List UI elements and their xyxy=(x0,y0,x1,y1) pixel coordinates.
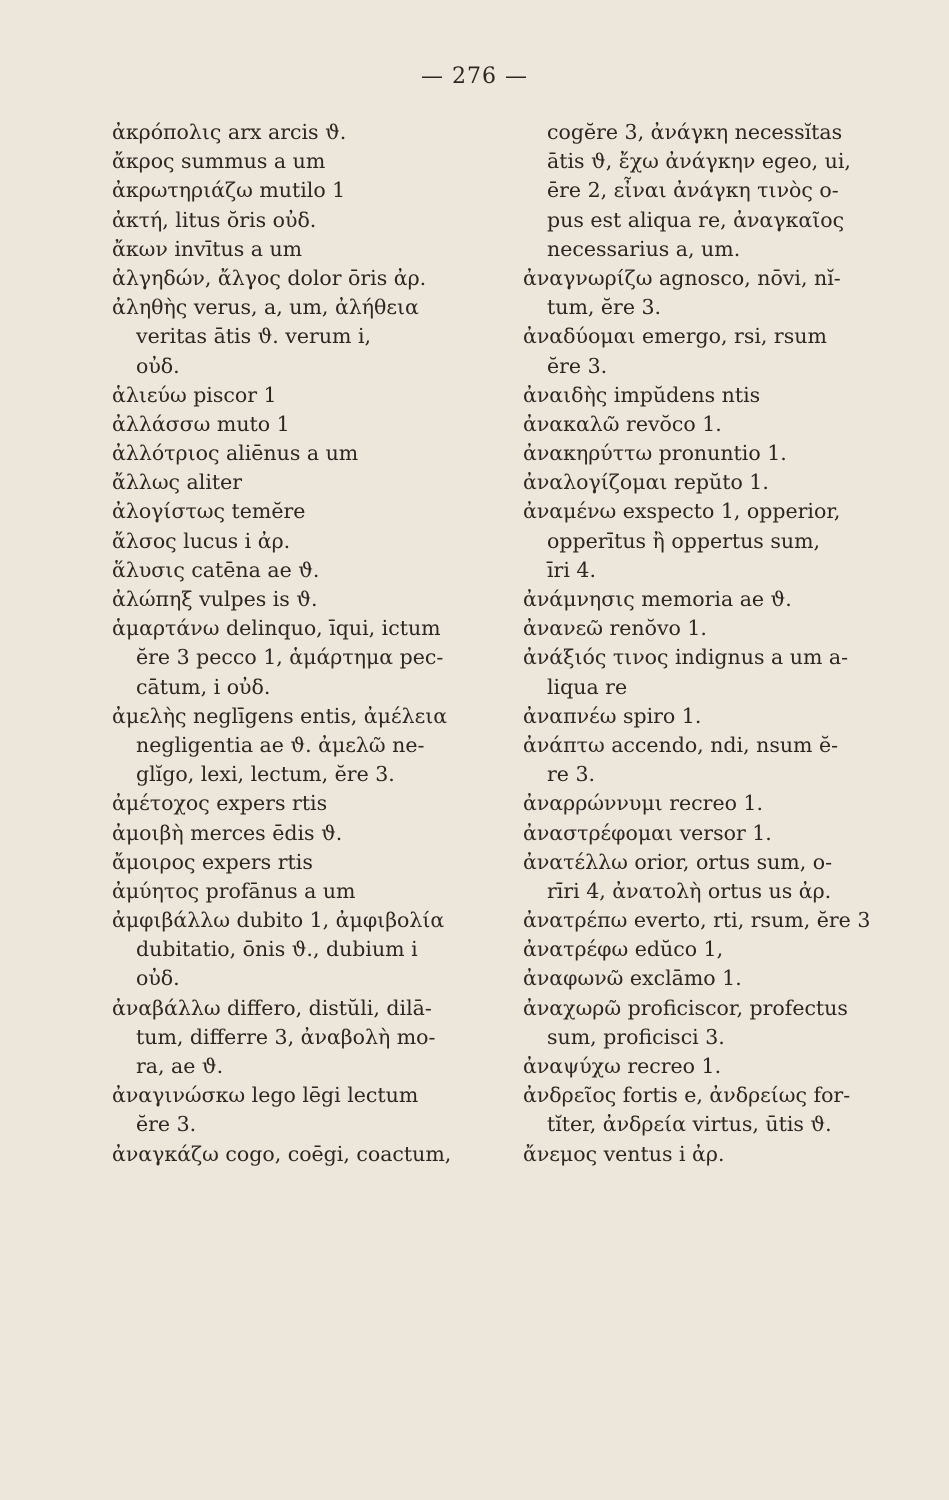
left-entry-line: ἀμφιβάλλω dubito 1, ἀμφιβολία xyxy=(112,908,445,933)
left-continuation-line: glĭgo, lexi, lectum, ĕre 3. xyxy=(136,762,395,787)
left-entry-line: ἀμέτοχος expers rtis xyxy=(112,791,328,816)
right-entry-line: ἀνακηρύττω pronuntio 1. xyxy=(523,441,787,466)
right-continuation-line: īri 4. xyxy=(547,557,596,582)
left-entry-line: ἀλλότριος aliēnus a um xyxy=(112,441,359,466)
right-continuation-line: tĭter, ἀνδρεία virtus, ūtis ϑ. xyxy=(547,1112,832,1137)
left-entry-line: ἀκτή, litus ŏris οὐδ. xyxy=(112,207,317,232)
left-entry-line: ἀλώπηξ vulpes is ϑ. xyxy=(112,587,318,611)
left-entry-line: ἄλσος lucus i ἀρ. xyxy=(112,528,291,553)
left-continuation-line: dubitatio, ōnis ϑ., dubium i xyxy=(136,937,418,962)
right-entry-line: ἀναδύομαι emergo, rsi, rsum xyxy=(523,324,827,349)
left-entry-line: ἁμαρτάνω delinquo, īqui, ictum xyxy=(112,616,441,641)
right-entry-line: ἀναμένω exspecto 1, opperior, xyxy=(523,499,841,524)
left-entry-line: ἀμύητος profānus a um xyxy=(112,878,356,903)
right-entry-line: ἀνατρέπω everto, rti, rsum, ĕre 3 xyxy=(523,908,871,933)
right-entry-line: ἄνεμος ventus i ἀρ. xyxy=(523,1141,725,1166)
right-entry-line: ἀναλογίζομαι repŭto 1. xyxy=(523,470,769,495)
right-continuation-line: sum, proficisci 3. xyxy=(547,1024,725,1049)
left-entry-line: ἅλυσις catēna ae ϑ. xyxy=(112,557,320,582)
right-entry-line: ἀνακαλῶ revŏco 1. xyxy=(523,411,722,436)
right-continuation-line: tum, ĕre 3. xyxy=(547,295,662,320)
left-entry-line: ἀληθὴς verus, a, um, ἀλήθεια xyxy=(112,295,419,320)
left-entry-line: ἀλγηδών, ἄλγος dolor ōris ἀρ. xyxy=(112,265,427,290)
right-column xyxy=(523,118,918,1169)
right-continuation-line: pus est aliqua re, ἀναγκαῖος xyxy=(547,207,845,232)
left-continuation-line: cātum, i οὐδ. xyxy=(136,674,271,699)
left-entry-line: ἄκων invītus a um xyxy=(112,236,303,261)
left-entry-line: ἀναγκάζω cogo, coēgi, coactum, xyxy=(112,1141,452,1166)
left-continuation-line: ĕre 3. xyxy=(136,1112,197,1137)
left-entry-line: ἀναβάλλω differo, distŭli, dilā- xyxy=(112,995,432,1020)
right-entry-line: ἀναφωνῶ exclāmo 1. xyxy=(523,966,742,991)
right-continuation-line: liqua re xyxy=(547,674,628,699)
left-continuation-line: ĕre 3 pecco 1, ἁμάρτημα pec- xyxy=(136,645,444,670)
right-entry-line: ἀνάξιός τινος indignus a um a- xyxy=(523,645,849,670)
left-entry-line: ἁλιεύω piscor 1 xyxy=(112,382,277,407)
left-entry-line: ἀμελὴς neglīgens entis, ἀμέλεια xyxy=(112,703,448,728)
right-entry-line: ἀναρρώννυμι recreo 1. xyxy=(523,791,763,816)
page-number: — 276 — xyxy=(421,64,528,89)
right-continuation-line: ēre 2, εἶναι ἀνάγκη τινὸς o- xyxy=(547,178,839,203)
left-entry-line: ἀκρωτηριάζω mutilo 1 xyxy=(112,178,346,203)
right-continuation-line: re 3. xyxy=(547,762,596,787)
left-entry-line: ἄλλως aliter xyxy=(112,470,243,495)
right-entry-line: ἀνατέλλω orior, ortus sum, o- xyxy=(523,849,833,874)
right-entry-line: ἀναχωρῶ proficiscor, profectus xyxy=(523,995,848,1020)
right-continuation-line: ātis ϑ, ἔχω ἀνάγκην egeo, ui, xyxy=(547,149,851,174)
right-entry-line: ἀνάμνησις memoria ae ϑ. xyxy=(523,587,792,611)
right-entry-line: ἀνατρέφω edŭco 1, xyxy=(523,937,724,962)
right-entry-line: ἀναψύχω recreo 1. xyxy=(523,1054,722,1078)
left-continuation-line: ra, ae ϑ. xyxy=(136,1054,224,1078)
right-continuation-line: necessarius a, um. xyxy=(547,236,741,261)
right-continuation-line: opperītus ἢ oppertus sum, xyxy=(547,528,821,553)
left-continuation-line: veritas ātis ϑ. verum i, xyxy=(136,324,372,349)
left-continuation-line: negligentia ae ϑ. ἀμελῶ ne- xyxy=(136,732,425,757)
left-continuation-line: οὐδ. xyxy=(136,966,180,991)
right-entry-line: ἀνανεῶ renŏvo 1. xyxy=(523,616,707,641)
right-entry-line: ἀναπνέω spiro 1. xyxy=(523,703,702,728)
left-entry-line: ἀμοιβὴ merces ēdis ϑ. xyxy=(112,820,343,845)
left-entry-line: ἀλογίστως temĕre xyxy=(112,499,306,524)
left-column xyxy=(112,118,507,1169)
left-entry-line: ἀκρόπολις arx arcis ϑ. xyxy=(112,120,347,144)
left-entry-line: ἀναγινώσκω lego lēgi lectum xyxy=(112,1083,419,1108)
left-continuation-line: tum, differre 3, ἀναβολὴ mo- xyxy=(136,1024,436,1049)
left-continuation-line: οὐδ. xyxy=(136,353,180,378)
right-entry-line: ἀναστρέφομαι versor 1. xyxy=(523,820,772,845)
right-entry-line: ἀναιδὴς impŭdens ntis xyxy=(523,382,761,407)
right-continuation-line: cogĕre 3, ἀνάγκη necessĭtas xyxy=(547,120,843,144)
left-entry-line: ἄμοιρος expers rtis xyxy=(112,849,313,874)
right-continuation-line: rīri 4, ἀνατολὴ ortus us ἀρ. xyxy=(547,878,832,903)
right-continuation-line: ĕre 3. xyxy=(547,353,608,378)
left-entry-line: ἀλλάσσω muto 1 xyxy=(112,411,290,436)
right-entry-line: ἀναγνωρίζω agnosco, nōvi, nĭ- xyxy=(523,265,841,290)
right-entry-line: ἀνάπτω accendo, ndi, nsum ĕ- xyxy=(523,732,839,757)
right-entry-line: ἀνδρεῖος fortis e, ἀνδρείως for- xyxy=(523,1083,851,1108)
left-entry-line: ἄκρος summus a um xyxy=(112,149,326,174)
